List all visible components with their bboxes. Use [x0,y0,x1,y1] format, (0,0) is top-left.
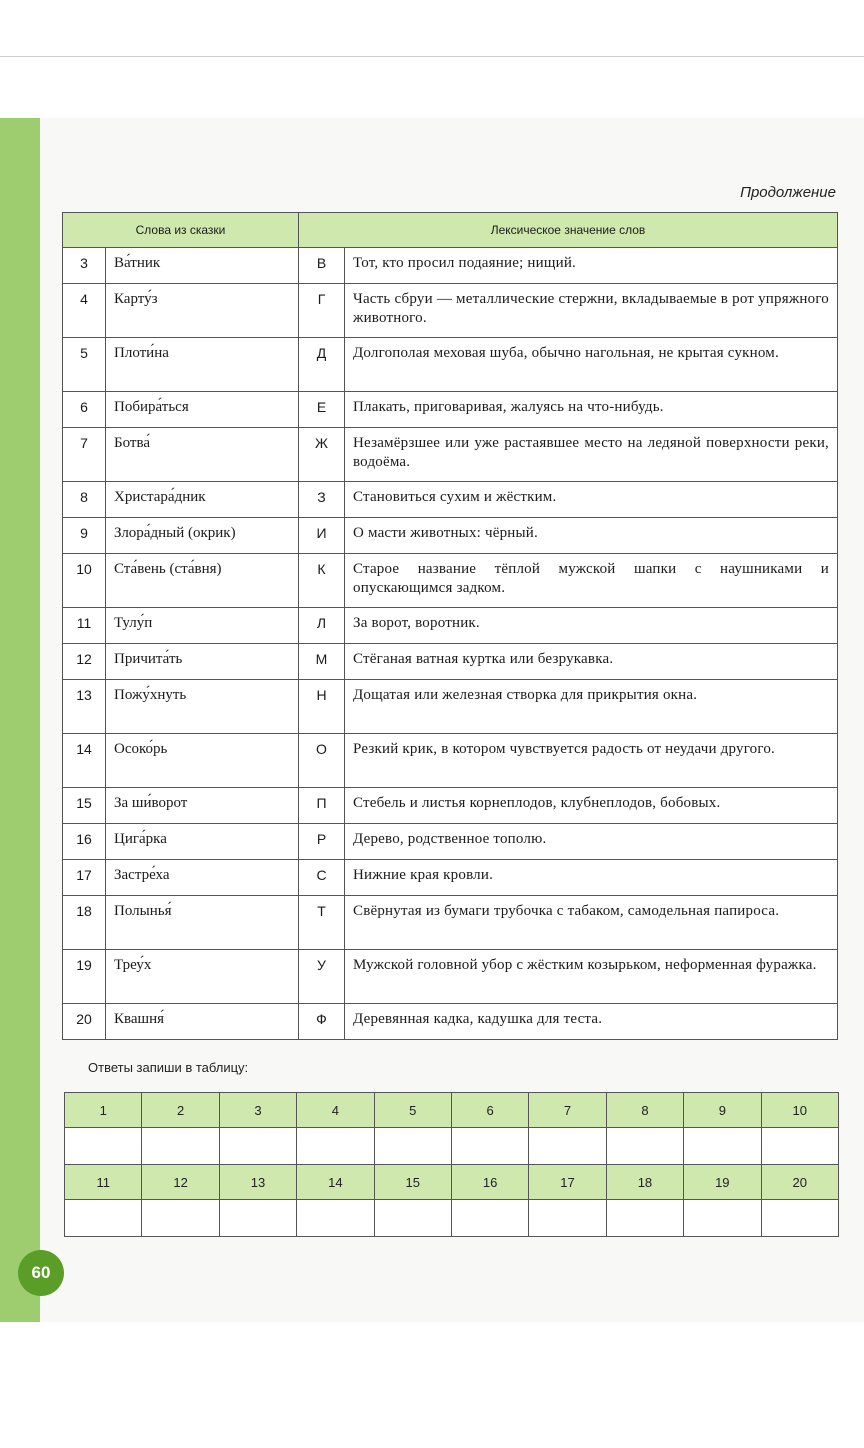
answers-instruction: Ответы запиши в таблицу: [88,1060,249,1075]
answers-input-row-2 [65,1200,839,1237]
answer-input-cell[interactable] [606,1200,683,1237]
row-number: 9 [63,518,106,554]
row-number: 17 [63,860,106,896]
table-row [63,338,838,392]
answer-number-cell: 1 [65,1093,142,1128]
answer-input-cell[interactable] [684,1128,761,1165]
row-number: 20 [63,1004,106,1040]
answer-number-cell: 6 [451,1093,528,1128]
meaning-cell: Часть сбруи — металлические стержни, вкладываемые в рот упряжного животного. [345,284,838,338]
answer-input-cell[interactable] [529,1200,606,1237]
letter-cell: Р [299,824,345,860]
row-number: 8 [63,482,106,518]
meaning-cell: Плакать, приговаривая, жалуясь на что-нибудь. [345,392,838,428]
answer-number-cell: 11 [65,1165,142,1200]
page-number-badge: 60 [18,1250,64,1296]
answer-number-cell: 20 [761,1165,838,1200]
answer-input-cell[interactable] [451,1200,528,1237]
workbook-page [0,118,864,1322]
letter-cell: И [299,518,345,554]
row-number: 14 [63,734,106,788]
word-cell: Плоти́на [106,338,299,392]
letter-cell: Д [299,338,345,392]
answers-header-row-1 [65,1093,839,1128]
answer-number-cell: 10 [761,1093,838,1128]
meaning-cell: Деревянная кадка, кадушка для теста. [345,1004,838,1040]
row-number: 5 [63,338,106,392]
word-cell: Осоко́рь [106,734,299,788]
letter-cell: У [299,950,345,1004]
answer-number-cell: 16 [451,1165,528,1200]
table-row [63,428,838,482]
meaning-cell: Резкий крик, в котором чувствуется радость от неудачи другого. [345,734,838,788]
row-number: 7 [63,428,106,482]
answer-number-cell: 5 [374,1093,451,1128]
vocabulary-table-body [63,248,838,1040]
letter-cell: Т [299,896,345,950]
answers-header-row-2 [65,1165,839,1200]
word-cell: Треу́х [106,950,299,1004]
answer-input-cell[interactable] [374,1200,451,1237]
meaning-cell: Старое название тёплой мужской шапки с наушниками и опускающимся задком. [345,554,838,608]
answer-input-cell[interactable] [219,1128,296,1165]
answer-number-cell: 8 [606,1093,683,1128]
answers-input-row-1 [65,1128,839,1165]
answer-number-cell: 7 [529,1093,606,1128]
meaning-cell: Незамёрзшее или уже растаявшее место на ледяной поверхности реки, водоёма. [345,428,838,482]
letter-cell: М [299,644,345,680]
answer-input-cell[interactable] [219,1200,296,1237]
answer-input-cell[interactable] [297,1200,374,1237]
table-row [63,554,838,608]
word-cell: Христара́дник [106,482,299,518]
meaning-cell: Становиться сухим и жёстким. [345,482,838,518]
letter-cell: Н [299,680,345,734]
word-cell: Причита́ть [106,644,299,680]
letter-cell: П [299,788,345,824]
meanings-column-header: Лексическое значение слов [299,213,838,248]
letter-cell: В [299,248,345,284]
letter-cell: Л [299,608,345,644]
vocabulary-table [62,212,838,1040]
table-row [63,1004,838,1040]
meaning-cell: Стёганая ватная куртка или безрукавка. [345,644,838,680]
answer-number-cell: 2 [142,1093,219,1128]
meaning-cell: Долгополая меховая шуба, обычно нагольная, не крытая сукном. [345,338,838,392]
table-row [63,680,838,734]
answer-input-cell[interactable] [297,1128,374,1165]
table-row [63,392,838,428]
meaning-cell: Свёрнутая из бумаги трубочка с табаком, самодельная папироса. [345,896,838,950]
letter-cell: С [299,860,345,896]
word-cell: Квашня́ [106,1004,299,1040]
word-cell: Полынья́ [106,896,299,950]
word-cell: Побира́ться [106,392,299,428]
answer-number-cell: 12 [142,1165,219,1200]
answer-number-cell: 15 [374,1165,451,1200]
word-cell: Злора́дный (окрик) [106,518,299,554]
letter-cell: К [299,554,345,608]
table-row [63,824,838,860]
meaning-cell: Дощатая или железная створка для прикрытия окна. [345,680,838,734]
answer-input-cell[interactable] [606,1128,683,1165]
words-column-header: Слова из сказки [63,213,299,248]
answer-number-cell: 9 [684,1093,761,1128]
word-cell: Ботва́ [106,428,299,482]
answer-input-cell[interactable] [761,1200,838,1237]
meaning-cell: О масти животных: чёрный. [345,518,838,554]
meaning-cell: Стебель и листья корнеплодов, клубнеплодов, бобовых. [345,788,838,824]
word-cell: Пожу́хнуть [106,680,299,734]
letter-cell: Ф [299,1004,345,1040]
meaning-cell: Тот, кто просил подаяние; нищий. [345,248,838,284]
meaning-cell: Мужской головной убор с жёстким козырьком, неформенная фуражка. [345,950,838,1004]
table-row [63,608,838,644]
table-row [63,896,838,950]
table-row [63,734,838,788]
table-row [63,248,838,284]
answer-input-cell[interactable] [142,1128,219,1165]
row-number: 11 [63,608,106,644]
page-margin-strip [0,118,40,1322]
meaning-cell: Дерево, родственное тополю. [345,824,838,860]
word-cell: Тулу́п [106,608,299,644]
word-cell: Ста́вень (ста́вня) [106,554,299,608]
meaning-cell: За ворот, воротник. [345,608,838,644]
meaning-cell: Нижние края кровли. [345,860,838,896]
answer-number-cell: 13 [219,1165,296,1200]
row-number: 19 [63,950,106,1004]
answer-input-cell[interactable] [374,1128,451,1165]
row-number: 3 [63,248,106,284]
row-number: 6 [63,392,106,428]
answer-number-cell: 17 [529,1165,606,1200]
letter-cell: Е [299,392,345,428]
answer-input-cell[interactable] [451,1128,528,1165]
answer-number-cell: 3 [219,1093,296,1128]
answer-input-cell[interactable] [142,1200,219,1237]
table-row [63,644,838,680]
row-number: 10 [63,554,106,608]
answer-number-cell: 18 [606,1165,683,1200]
table-row [63,860,838,896]
answer-input-cell[interactable] [684,1200,761,1237]
word-cell: За ши́ворот [106,788,299,824]
answers-table [64,1092,839,1237]
answer-number-cell: 19 [684,1165,761,1200]
letter-cell: Ж [299,428,345,482]
word-cell: Карту́з [106,284,299,338]
table-row [63,482,838,518]
answer-input-cell[interactable] [65,1200,142,1237]
word-cell: Ва́тник [106,248,299,284]
letter-cell: З [299,482,345,518]
row-number: 12 [63,644,106,680]
row-number: 4 [63,284,106,338]
row-number: 18 [63,896,106,950]
word-cell: Цига́рка [106,824,299,860]
letter-cell: О [299,734,345,788]
row-number: 13 [63,680,106,734]
answer-input-cell[interactable] [761,1128,838,1165]
table-row [63,950,838,1004]
top-divider [0,56,864,57]
answer-input-cell[interactable] [65,1128,142,1165]
row-number: 15 [63,788,106,824]
answer-number-cell: 14 [297,1165,374,1200]
answer-input-cell[interactable] [529,1128,606,1165]
row-number: 16 [63,824,106,860]
answer-number-cell: 4 [297,1093,374,1128]
word-cell: Застре́ха [106,860,299,896]
letter-cell: Г [299,284,345,338]
table-row [63,788,838,824]
table-row [63,284,838,338]
continuation-label: Продолжение [740,184,836,201]
vocabulary-table-header [63,213,838,248]
table-row [63,518,838,554]
